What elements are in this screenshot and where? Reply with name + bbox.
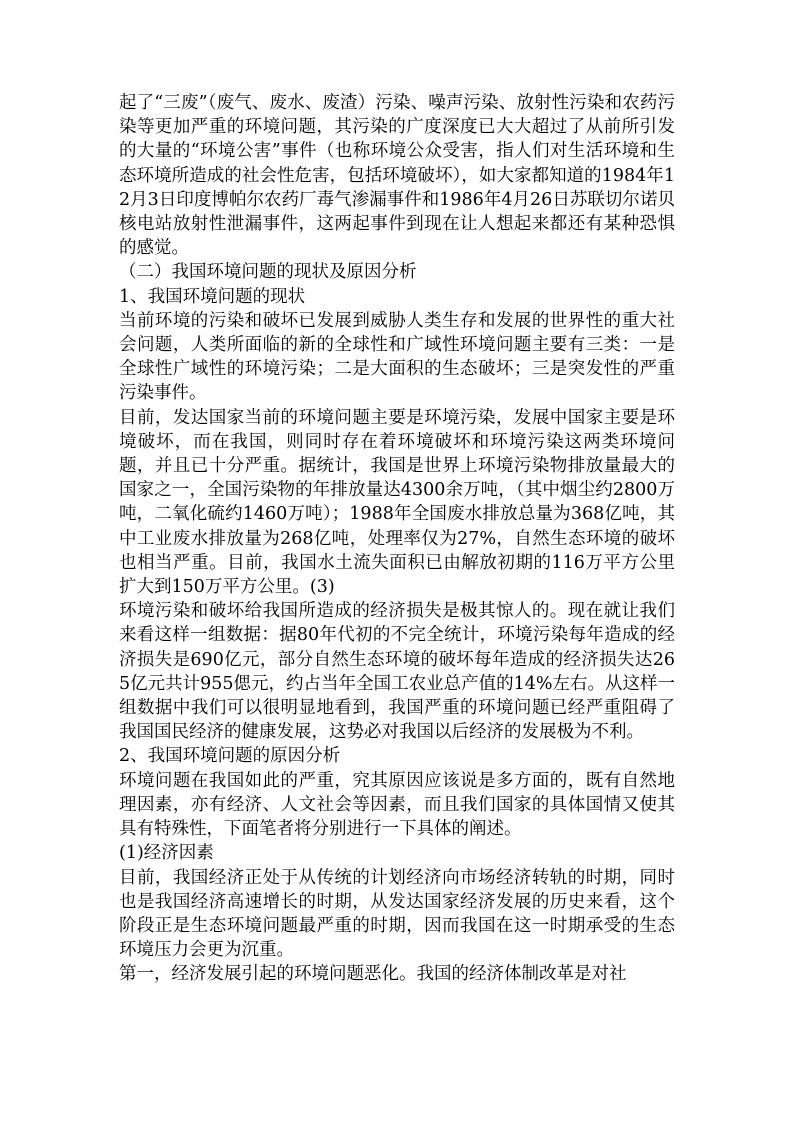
paragraph-economic-loss: 环境污染和破坏给我国所造成的经济损失是极其惊人的。现在就让我们来看这样一组数据：据80年代初的不完全统计，环境污染每年造成的经济损失是690亿元，部分自然生态环境的破坏每年造成的经济损失达265亿元共计955偲元，约占当年全国工农业总产值的14%左右。从这样一组数据中我们可以很明显地看到，我国严重的环境问题已经严重阻碍了我国国民经济的健康发展，这势必对我国以后经济的发展极为不利。 [119, 601, 675, 743]
paragraph-economic-transition: 目前，我国经济正处于从传统的计划经济向市场经济转轨的时期，同时也是我国经济高速增长的时期，从发达国家经济发展的历史来看，这个阶段正是生态环境问题最严重的时期，因而我国在这一时期承受的生态环境压力会更为沉重。 [119, 867, 675, 961]
subsection-heading: 2、我国环境问题的原因分析 [119, 746, 341, 767]
item-heading: (1)经济因素 [119, 843, 214, 864]
paragraph-global-problems: 当前环境的污染和破坏已发展到威胁人类生存和发展的世界性的重大社会问题，人类所面临的新的全球性和广域性环境问题主要有三类：一是全球性广域性的环境污染；二是大面积的生态破坏；三是突发性的严重污染事件。 [119, 310, 675, 404]
paragraph-cause-overview: 环境问题在我国如此的严重，究其原因应该说是多方面的，既有自然地理因素，亦有经济、人文社会等因素，而且我们国家的具体国情又使其具有特殊性，下面笔者将分别进行一下具体的阐述。 [119, 770, 675, 840]
subsection-heading: 1、我国环境问题的现状 [119, 286, 306, 307]
paragraph-china-statistics: 目前，发达国家当前的环境问题主要是环境污染，发展中国家主要是环境破坏，而在我国，则同时存在着环境破坏和环境污染这两类环境问题，并且已十分严重。据统计，我国是世界上环境污染物排放量最大的国家之一，全国污染物的年排放量达4300余万吨，（其中烟尘约2800万吨，二氧化硫约1460万吨）；1988年全国废水排放总量为368亿吨，其中工业废水排放量为268亿吨，处理率仅为27%，自然生态环境的破坏也相当严重。目前，我国水土流失面积已由解放初期的116万平方公里扩大到150万平方公里。(3) [119, 407, 675, 598]
section-heading: （二）我国环境问题的现状及原因分析 [119, 262, 417, 283]
paragraph-intro-pollution: 起了“三废”（废气、废水、废渣）污染、噪声污染、放射性污染和农药污染等更加严重的环境问题，其污染的广度深度已大大超过了从前所引发的大量的“环境公害”事件（也称环境公众受害，指人们对生活环境和生态环境所造成的社会性危害，包括环境破坏），如大家都知道的1984年12月3日印度博帕尔农药厂毒气渗漏事件和1986年4月26日苏联切尔诺贝核电站放射性泄漏事件，这两起事件到现在让人想起来都还有某种恐惧的感觉。 [119, 93, 675, 259]
document-page [119, 91, 675, 987]
paragraph-first-point: 第一，经济发展引起的环境问题恶化。我国的经济体制改革是对社 [119, 964, 627, 985]
